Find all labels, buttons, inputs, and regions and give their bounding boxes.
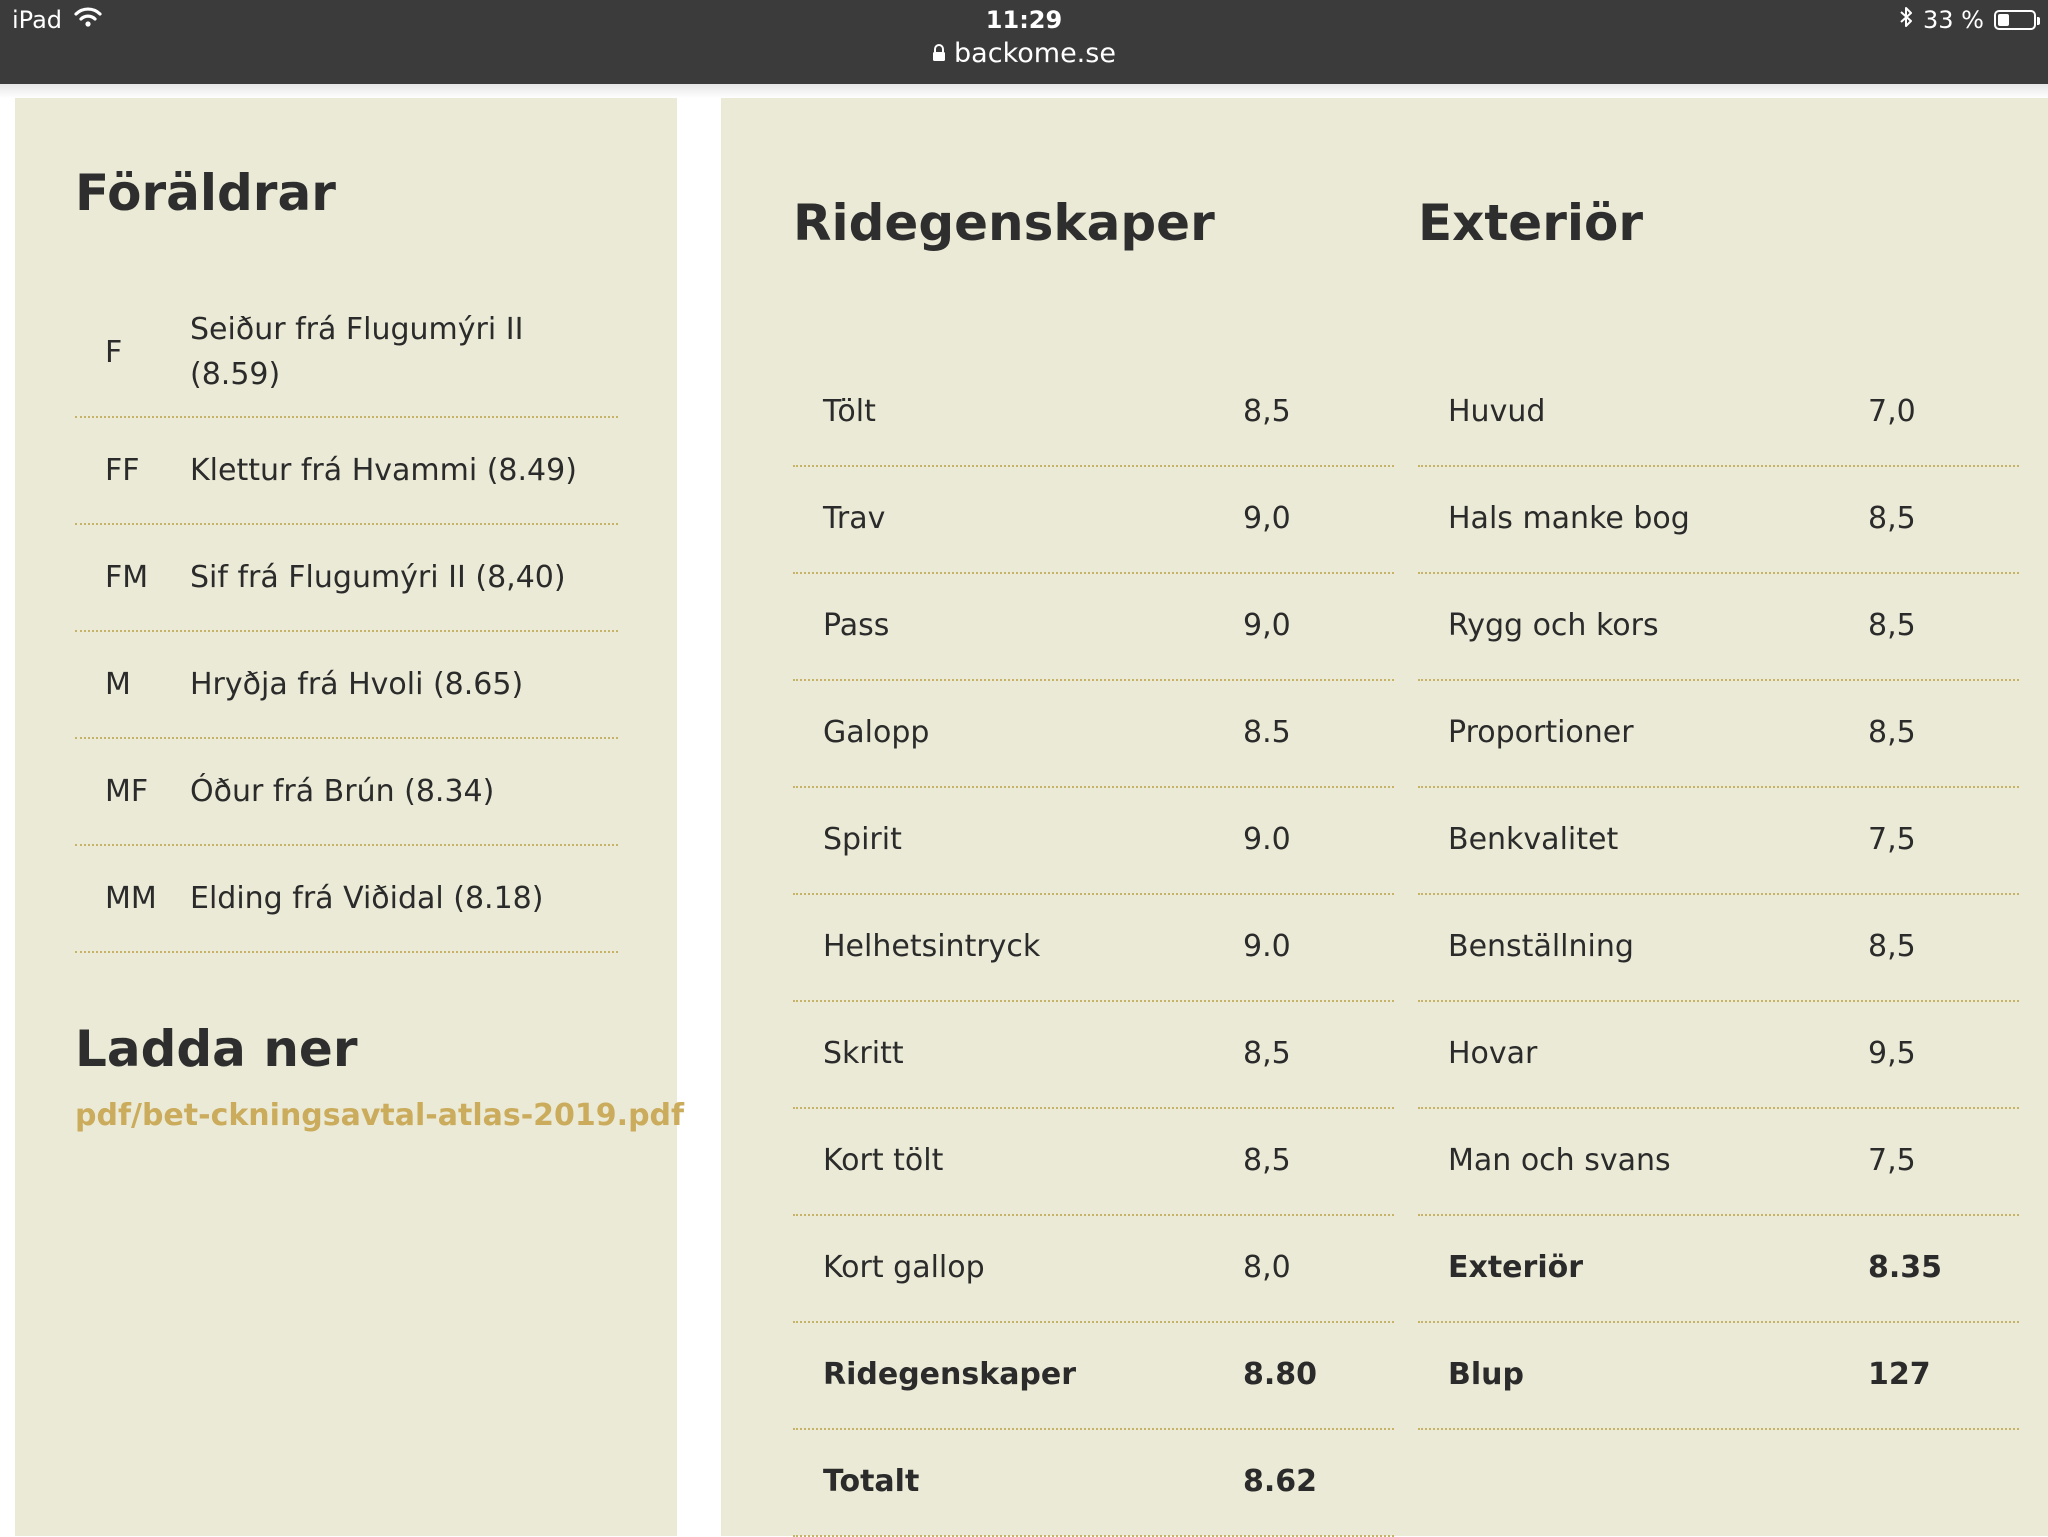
parent-row bbox=[75, 418, 618, 525]
parent-row bbox=[75, 632, 618, 739]
score-value: 8,5 bbox=[1868, 608, 1916, 643]
exterior-total-row bbox=[1418, 1216, 2019, 1323]
clock: 11:29 bbox=[985, 6, 1063, 34]
score-row bbox=[1418, 467, 2019, 574]
parents-table bbox=[75, 288, 618, 953]
toolbar-shadow bbox=[0, 84, 2048, 98]
blup-row bbox=[1418, 1323, 2019, 1430]
device-name: iPad bbox=[12, 6, 63, 34]
score-row bbox=[1418, 1002, 2019, 1109]
score-label: Hals manke bog bbox=[1448, 501, 1690, 536]
score-label: Galopp bbox=[823, 715, 930, 750]
score-label: Skritt bbox=[823, 1036, 904, 1071]
parents-heading: Föräldrar bbox=[75, 164, 336, 222]
score-value: 9,0 bbox=[1243, 608, 1291, 643]
parent-code: MF bbox=[105, 774, 149, 809]
parent-name: Hryðja frá Hvoli (8.65) bbox=[190, 667, 524, 702]
url-text[interactable]: backome.se bbox=[954, 38, 1116, 69]
score-value: 127 bbox=[1868, 1357, 1931, 1392]
parent-code: FF bbox=[105, 453, 140, 488]
score-row bbox=[1418, 1109, 2019, 1216]
score-label: Trav bbox=[823, 501, 886, 536]
score-value: 8,5 bbox=[1868, 929, 1916, 964]
exterior-heading: Exteriör bbox=[1418, 194, 1644, 252]
riding-heading: Ridegenskaper bbox=[793, 194, 1215, 252]
status-bar-center bbox=[0, 5, 2048, 71]
score-row bbox=[1418, 788, 2019, 895]
grand-total-row bbox=[793, 1430, 1394, 1537]
score-value: 8.35 bbox=[1868, 1250, 1943, 1285]
status-bar bbox=[0, 0, 2048, 84]
battery-percent: 33 % bbox=[1923, 6, 1984, 34]
score-value: 8,5 bbox=[1243, 1143, 1291, 1178]
battery-icon bbox=[1994, 10, 2036, 30]
score-row bbox=[1418, 895, 2019, 1002]
bluetooth-icon bbox=[1899, 6, 1913, 34]
score-value: 8.80 bbox=[1243, 1357, 1318, 1392]
score-row bbox=[793, 574, 1394, 681]
riding-total-row bbox=[793, 1323, 1394, 1430]
parent-row bbox=[75, 525, 618, 632]
score-label: Hovar bbox=[1448, 1036, 1538, 1071]
score-label: Pass bbox=[823, 608, 890, 643]
parent-name: Óður frá Brún (8.34) bbox=[190, 774, 495, 809]
parent-code: MM bbox=[105, 881, 157, 916]
parent-row bbox=[75, 288, 618, 418]
score-label: Kort gallop bbox=[823, 1250, 985, 1285]
download-heading: Ladda ner bbox=[75, 1020, 358, 1078]
score-value: 8,5 bbox=[1243, 1036, 1291, 1071]
score-row bbox=[1418, 360, 2019, 467]
score-label: Totalt bbox=[823, 1464, 920, 1499]
parents-panel bbox=[15, 98, 685, 1536]
score-value: 8,5 bbox=[1868, 715, 1916, 750]
score-label: Helhetsintryck bbox=[823, 929, 1041, 964]
lock-icon bbox=[932, 37, 946, 71]
score-value: 9.0 bbox=[1243, 822, 1291, 857]
score-row bbox=[793, 895, 1394, 1002]
score-value: 9,5 bbox=[1868, 1036, 1916, 1071]
score-value: 9,0 bbox=[1243, 501, 1291, 536]
score-label: Ridegenskaper bbox=[823, 1357, 1077, 1392]
score-label: Man och svans bbox=[1448, 1143, 1671, 1178]
score-label: Exteriör bbox=[1448, 1250, 1584, 1285]
score-value: 8.5 bbox=[1243, 715, 1291, 750]
score-label: Benställning bbox=[1448, 929, 1634, 964]
score-row bbox=[793, 1002, 1394, 1109]
score-value: 7,0 bbox=[1868, 394, 1916, 429]
score-value: 8,5 bbox=[1243, 394, 1291, 429]
score-value: 8,0 bbox=[1243, 1250, 1291, 1285]
score-row bbox=[793, 1216, 1394, 1323]
score-label: Benkvalitet bbox=[1448, 822, 1619, 857]
status-bar-right bbox=[1899, 6, 2036, 34]
parent-name: Elding frá Viðidal (8.18) bbox=[190, 881, 544, 916]
score-row bbox=[793, 681, 1394, 788]
score-row bbox=[1418, 681, 2019, 788]
score-label: Proportioner bbox=[1448, 715, 1634, 750]
battery-level bbox=[1998, 14, 2009, 26]
parent-name: Sif frá Flugumýri II (8,40) bbox=[190, 560, 566, 595]
score-value: 8.62 bbox=[1243, 1464, 1318, 1499]
score-label: Blup bbox=[1448, 1357, 1524, 1392]
parent-name: Seiður frá Flugumýri II (8.59) bbox=[190, 312, 524, 392]
score-label: Huvud bbox=[1448, 394, 1546, 429]
score-row bbox=[793, 788, 1394, 895]
riding-table bbox=[793, 360, 1394, 1537]
parent-row bbox=[75, 739, 618, 846]
score-label: Spirit bbox=[823, 822, 902, 857]
parent-code: FM bbox=[105, 560, 149, 595]
parent-code: F bbox=[105, 334, 123, 370]
score-value: 7,5 bbox=[1868, 1143, 1916, 1178]
score-row bbox=[793, 467, 1394, 574]
address-bar[interactable] bbox=[0, 37, 2048, 71]
score-row bbox=[1418, 574, 2019, 681]
score-label: Kort tölt bbox=[823, 1143, 944, 1178]
pdf-download-link[interactable]: pdf/bet-ckningsavtal-atlas-2019.pdf bbox=[75, 1098, 685, 1133]
parent-code: M bbox=[105, 667, 131, 702]
scores-panel bbox=[721, 98, 2048, 1536]
exterior-table bbox=[1418, 360, 2019, 1430]
score-value: 9.0 bbox=[1243, 929, 1291, 964]
parent-name: Klettur frá Hvammi (8.49) bbox=[190, 453, 577, 488]
score-label: Tölt bbox=[823, 394, 876, 429]
score-value: 7,5 bbox=[1868, 822, 1916, 857]
score-row bbox=[793, 1109, 1394, 1216]
score-label: Rygg och kors bbox=[1448, 608, 1659, 643]
score-row bbox=[793, 360, 1394, 467]
score-value: 8,5 bbox=[1868, 501, 1916, 536]
parent-row bbox=[75, 846, 618, 953]
